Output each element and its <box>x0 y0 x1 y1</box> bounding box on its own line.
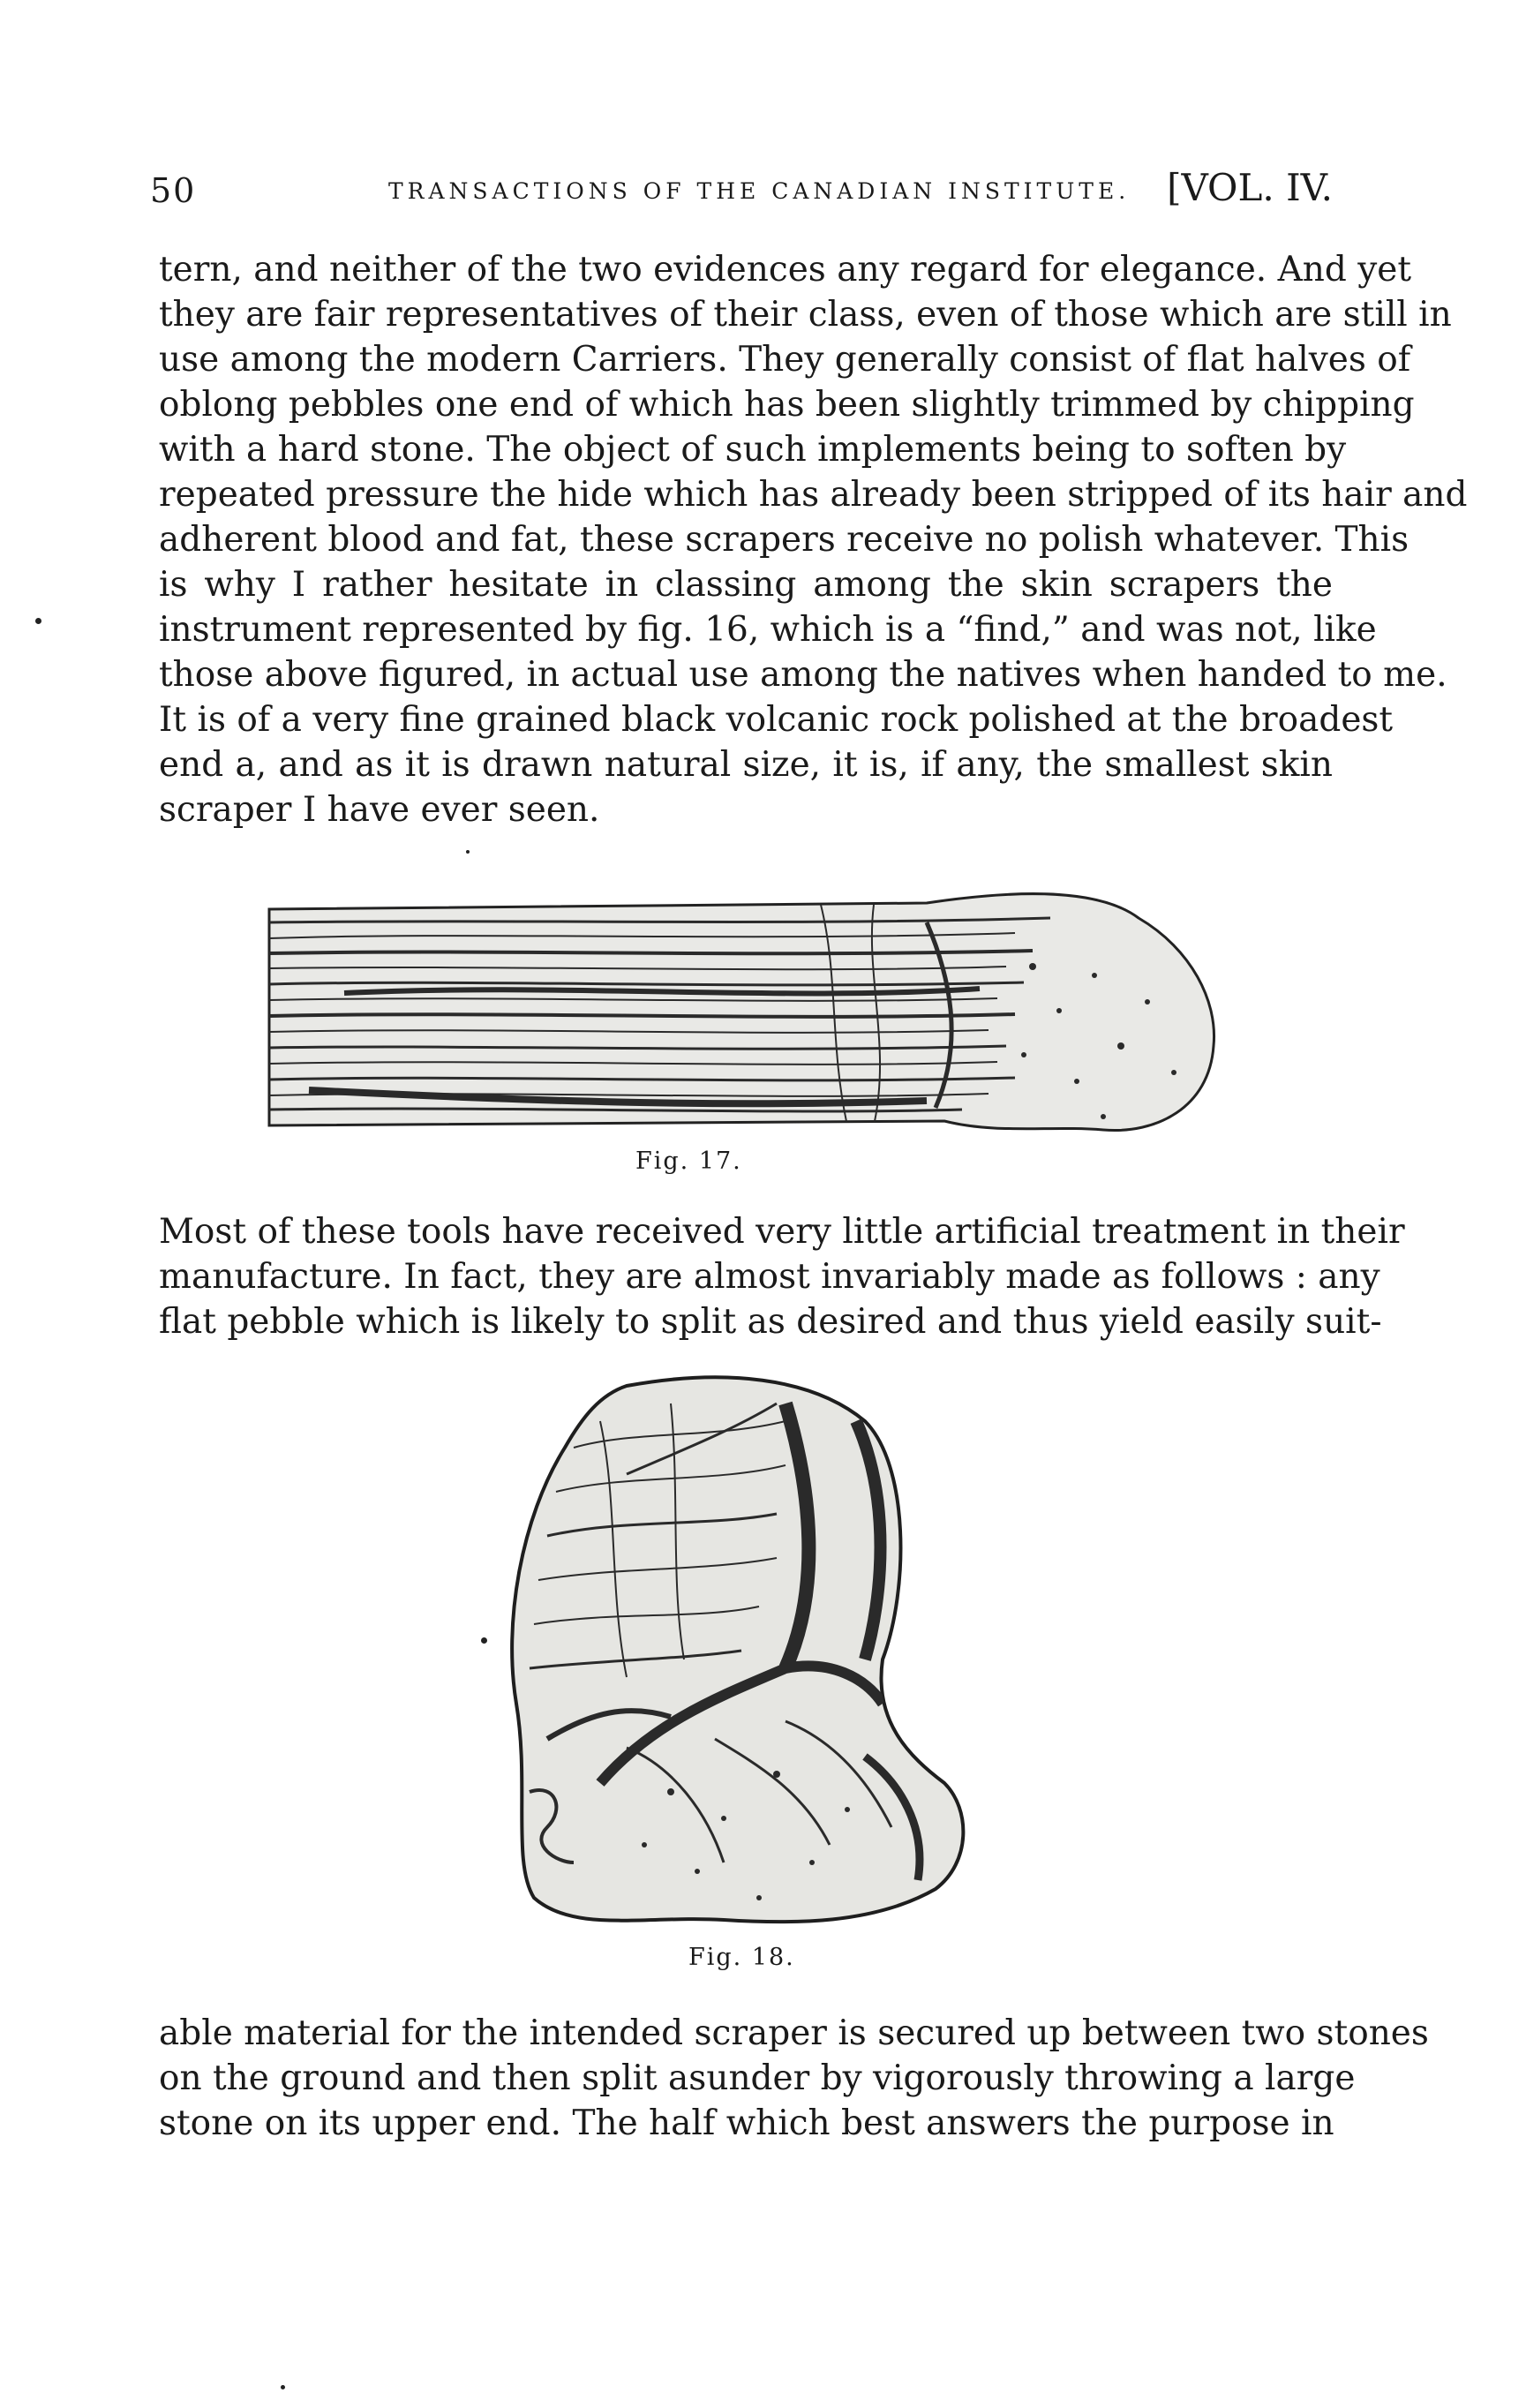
text-line: oblong pebbles one end of which has been slightly trimmed by chipping <box>159 385 1415 425</box>
text-line: use among the modern Carriers. They generally consist of flat halves of <box>159 340 1411 380</box>
text-line: end a, and as it is drawn natural size, it is, if any, the smallest skin <box>159 745 1333 785</box>
text-line: on the ground and then split asunder by vigorously throwing a large <box>159 2058 1356 2098</box>
figure-17-caption: Fig. 17. <box>635 1148 742 1175</box>
text-line: It is of a very fine grained black volcanic rock polished at the broadest <box>159 700 1394 740</box>
text-line: instrument represented by fig. 16, which is a “find,” and was not, like <box>159 610 1377 650</box>
text-line: scraper I have ever seen. <box>159 790 600 830</box>
scan-speck <box>466 850 470 854</box>
text-line: those above figured, in actual use among the natives when handed to me. <box>159 655 1447 695</box>
paragraph-1 <box>159 247 1468 832</box>
text-line: adherent blood and fat, these scrapers receive no polish whatever. This <box>159 520 1409 560</box>
page-number: 50 <box>150 171 197 210</box>
text-line: repeated pressure the hide which has already been stripped of its hair and <box>159 475 1468 515</box>
scan-speck <box>481 1637 487 1644</box>
volume-label: [VOL. IV. <box>1167 166 1333 209</box>
text-line: manufacture. In fact, they are almost invariably made as follows : any <box>159 1257 1380 1297</box>
scan-speck <box>35 618 41 624</box>
text-line: flat pebble which is likely to split as desired and thus yield easily suit- <box>159 1302 1382 1342</box>
text-line: stone on its upper end. The half which best answers the purpose in <box>159 2103 1334 2143</box>
text-line: is why I rather hesitate in classing among the skin scrapers the <box>159 565 1333 605</box>
figure-17-scraper-illustration <box>256 869 1227 1156</box>
paragraph-3 <box>159 2011 1429 2146</box>
text-line: tern, and neither of the two evidences any regard for elegance. And yet <box>159 250 1412 290</box>
text-line: Most of these tools have received very little artificial treatment in their <box>159 1212 1405 1252</box>
figure-18-scraper-illustration <box>494 1368 989 1933</box>
figure-18-caption: Fig. 18. <box>688 1944 795 1971</box>
text-line: they are fair representatives of their class, even of those which are still in <box>159 295 1452 335</box>
running-title: TRANSACTIONS OF THE CANADIAN INSTITUTE. <box>388 178 1131 204</box>
scan-speck <box>281 2385 285 2389</box>
text-line: with a hard stone. The object of such implements being to soften by <box>159 430 1347 470</box>
text-line: able material for the intended scraper is secured up between two stones <box>159 2013 1429 2053</box>
page-header <box>141 166 1342 219</box>
paragraph-2 <box>159 1209 1405 1344</box>
